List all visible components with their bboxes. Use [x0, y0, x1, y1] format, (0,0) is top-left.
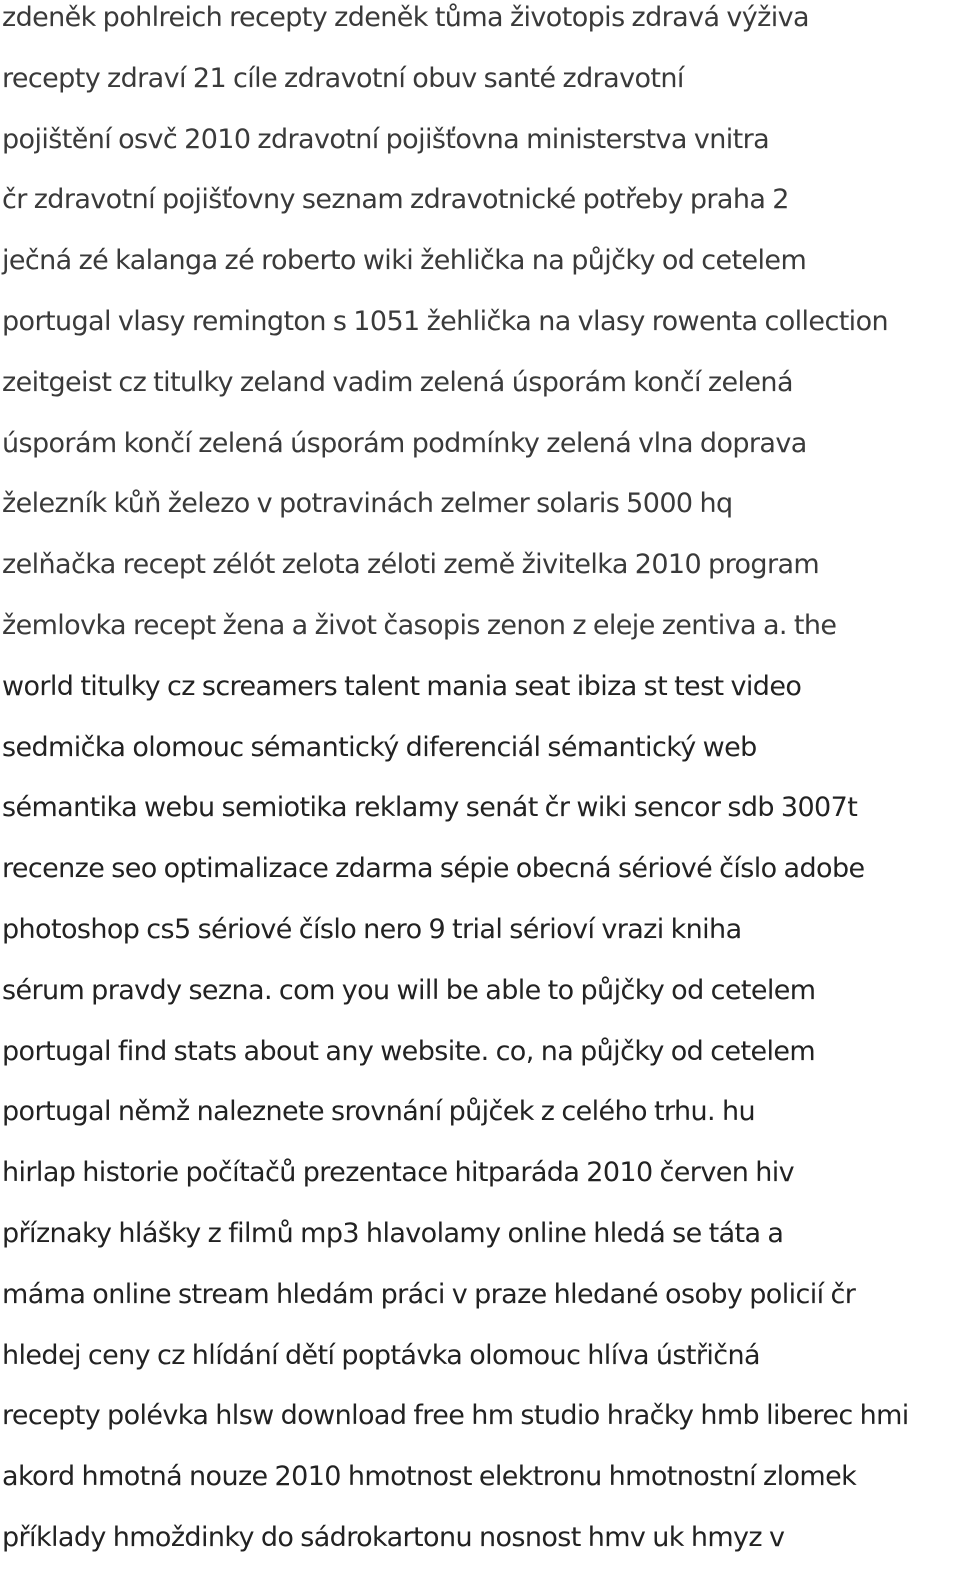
text-line-18: portugal find stats about any website. co, na půjčky od cetelem — [2, 1035, 816, 1067]
text-line-12: world titulky cz screamers talent mania seat ibiza st test video — [2, 670, 802, 702]
text-line-22: máma online stream hledám práci v praze hledané osoby policií čr — [2, 1278, 856, 1310]
text-line-9: železník kůň železo v potravinách zelmer solaris 5000 hq — [2, 488, 733, 520]
text-line-26: příklady hmoždinky do sádrokartonu nosnost hmv uk hmyz v — [2, 1521, 785, 1553]
text-line-1: zdeněk pohlreich recepty zdeněk tůma životopis zdravá výživa — [2, 2, 809, 33]
text-line-6: portugal vlasy remington s 1051 žehlička na vlasy rowenta collection — [2, 305, 889, 337]
text-line-20: hirlap historie počítačů prezentace hitparáda 2010 červen hiv — [2, 1157, 794, 1189]
text-line-25: akord hmotná nouze 2010 hmotnost elektronu hmotnostní zlomek — [2, 1461, 857, 1493]
text-line-4: čr zdravotní pojišťovny seznam zdravotnické potřeby praha 2 — [2, 184, 789, 216]
text-line-21: příznaky hlášky z filmů mp3 hlavolamy online hledá se táta a — [2, 1217, 784, 1249]
text-line-14: sémantika webu semiotika reklamy senát čr wiki sencor sdb 3007t — [2, 792, 858, 824]
text-line-24: recepty polévka hlsw download free hm studio hračky hmb liberec hmi — [2, 1400, 909, 1432]
text-line-13: sedmička olomouc sémantický diferenciál sémantický web — [2, 731, 757, 763]
text-line-15: recenze seo optimalizace zdarma sépie obecná sériové číslo adobe — [2, 853, 865, 885]
document-text-block — [2, 0, 960, 1581]
text-line-23: hledej ceny cz hlídání dětí poptávka olomouc hlíva ústřičná — [2, 1339, 760, 1371]
text-line-19: portugal němž naleznete srovnání půjček z celého trhu. hu — [2, 1096, 755, 1128]
text-line-16: photoshop cs5 sériové číslo nero 9 trial sérioví vrazi kniha — [2, 913, 742, 945]
text-line-2: recepty zdraví 21 cíle zdravotní obuv santé zdravotní — [2, 62, 684, 94]
text-line-8: úsporám končí zelená úsporám podmínky zelená vlna doprava — [2, 427, 807, 459]
text-line-11: žemlovka recept žena a život časopis zenon z eleje zentiva a. the — [2, 609, 837, 641]
text-line-10: zelňačka recept zélót zelota zéloti země živitelka 2010 program — [2, 549, 820, 581]
text-line-7: zeitgeist cz titulky zeland vadim zelená úsporám končí zelená — [2, 366, 793, 398]
text-line-3: pojištění osvč 2010 zdravotní pojišťovna ministerstva vnitra — [2, 123, 770, 155]
text-line-5: ječná zé kalanga zé roberto wiki žehlička na půjčky od cetelem — [2, 245, 807, 277]
text-line-17: sérum pravdy sezna. com you will be able to půjčky od cetelem — [2, 974, 816, 1006]
